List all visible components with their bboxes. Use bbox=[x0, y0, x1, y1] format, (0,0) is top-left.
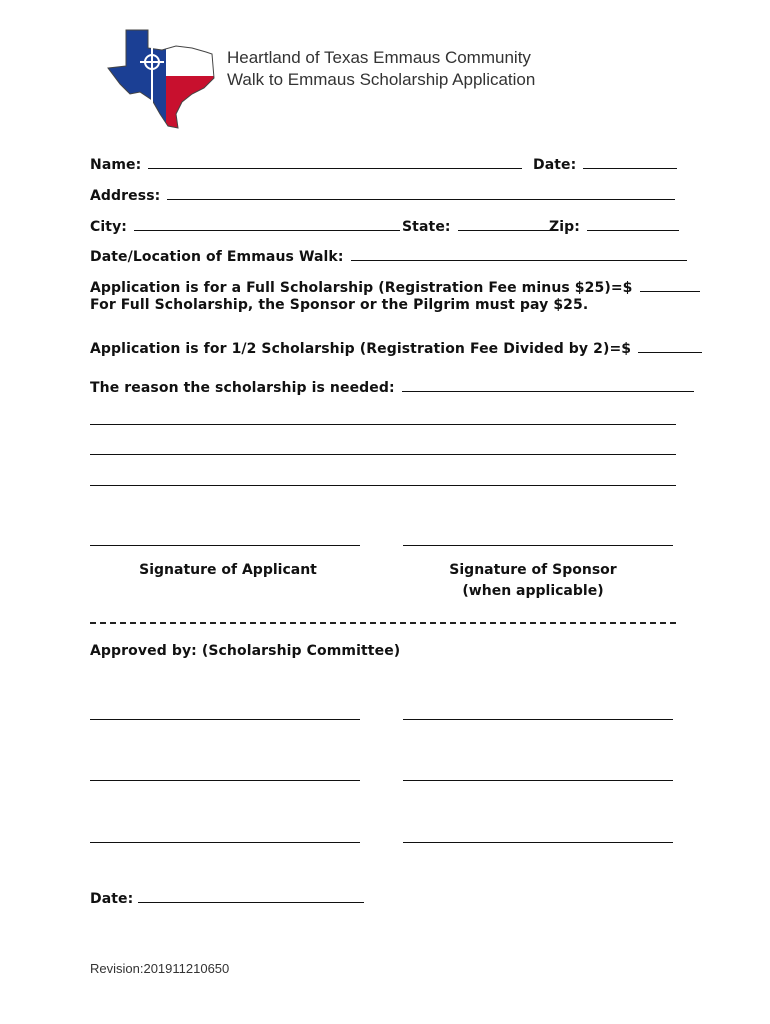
full-scholarship-amount[interactable] bbox=[640, 277, 700, 292]
name-label: Name: bbox=[90, 157, 142, 173]
form-title: Walk to Emmaus Scholarship Application bbox=[227, 70, 536, 89]
reason-field[interactable] bbox=[402, 377, 694, 392]
full-scholarship-note: For Full Scholarship, the Sponsor or the Pilgrim must pay $25. bbox=[90, 297, 589, 313]
date-field[interactable] bbox=[583, 154, 677, 169]
approval-signature-line[interactable] bbox=[403, 842, 673, 843]
approval-signature-line[interactable] bbox=[90, 842, 360, 843]
state-label: State: bbox=[402, 219, 451, 235]
state-field[interactable] bbox=[458, 216, 551, 231]
reason-line[interactable] bbox=[90, 485, 676, 486]
city-field[interactable] bbox=[134, 216, 400, 231]
address-field[interactable] bbox=[167, 185, 675, 200]
walk-row bbox=[90, 246, 687, 265]
date-label: Date: bbox=[533, 157, 577, 173]
approval-signature-line[interactable] bbox=[403, 780, 673, 781]
applicant-signature-label: Signature of Applicant bbox=[139, 562, 317, 578]
address-label: Address: bbox=[90, 188, 161, 204]
texas-flag-cross-logo bbox=[106, 22, 218, 130]
reason-line[interactable] bbox=[90, 454, 676, 455]
walk-field[interactable] bbox=[351, 246, 687, 261]
approval-label: Approved by: (Scholarship Committee) bbox=[90, 643, 401, 659]
address-row bbox=[90, 185, 675, 204]
org-name: Heartland of Texas Emmaus Community bbox=[227, 48, 531, 67]
sponsor-signature-note: (when applicable) bbox=[462, 583, 604, 599]
section-divider bbox=[90, 622, 676, 624]
state-row bbox=[402, 216, 551, 235]
revision-number: Revision:201911210650 bbox=[90, 961, 230, 976]
approval-date-label: Date: bbox=[90, 891, 134, 907]
half-scholarship-label: Application is for 1/2 Scholarship (Registration Fee Divided by 2)=$ bbox=[90, 341, 632, 357]
half-scholarship-row bbox=[90, 338, 702, 357]
approval-signature-line[interactable] bbox=[90, 780, 360, 781]
city-row bbox=[90, 216, 400, 235]
walk-label: Date/Location of Emmaus Walk: bbox=[90, 249, 344, 265]
full-scholarship-label: Application is for a Full Scholarship (Registration Fee minus $25)=$ bbox=[90, 280, 633, 296]
full-scholarship-row bbox=[90, 277, 700, 296]
date-row bbox=[533, 154, 677, 173]
zip-field[interactable] bbox=[587, 216, 679, 231]
approval-date-row bbox=[90, 888, 364, 907]
approval-date-field[interactable] bbox=[138, 888, 364, 903]
sponsor-signature-line[interactable] bbox=[403, 545, 673, 546]
approval-signature-line[interactable] bbox=[90, 719, 360, 720]
approval-signature-line[interactable] bbox=[403, 719, 673, 720]
name-field[interactable] bbox=[148, 154, 522, 169]
sponsor-signature-label: Signature of Sponsor bbox=[449, 562, 617, 578]
city-label: City: bbox=[90, 219, 127, 235]
reason-line[interactable] bbox=[90, 424, 676, 425]
reason-row bbox=[90, 377, 694, 396]
reason-label: The reason the scholarship is needed: bbox=[90, 380, 395, 396]
name-row bbox=[90, 154, 522, 173]
half-scholarship-amount[interactable] bbox=[638, 338, 702, 353]
zip-label: Zip: bbox=[549, 219, 580, 235]
zip-row bbox=[549, 216, 679, 235]
applicant-signature-line[interactable] bbox=[90, 545, 360, 546]
